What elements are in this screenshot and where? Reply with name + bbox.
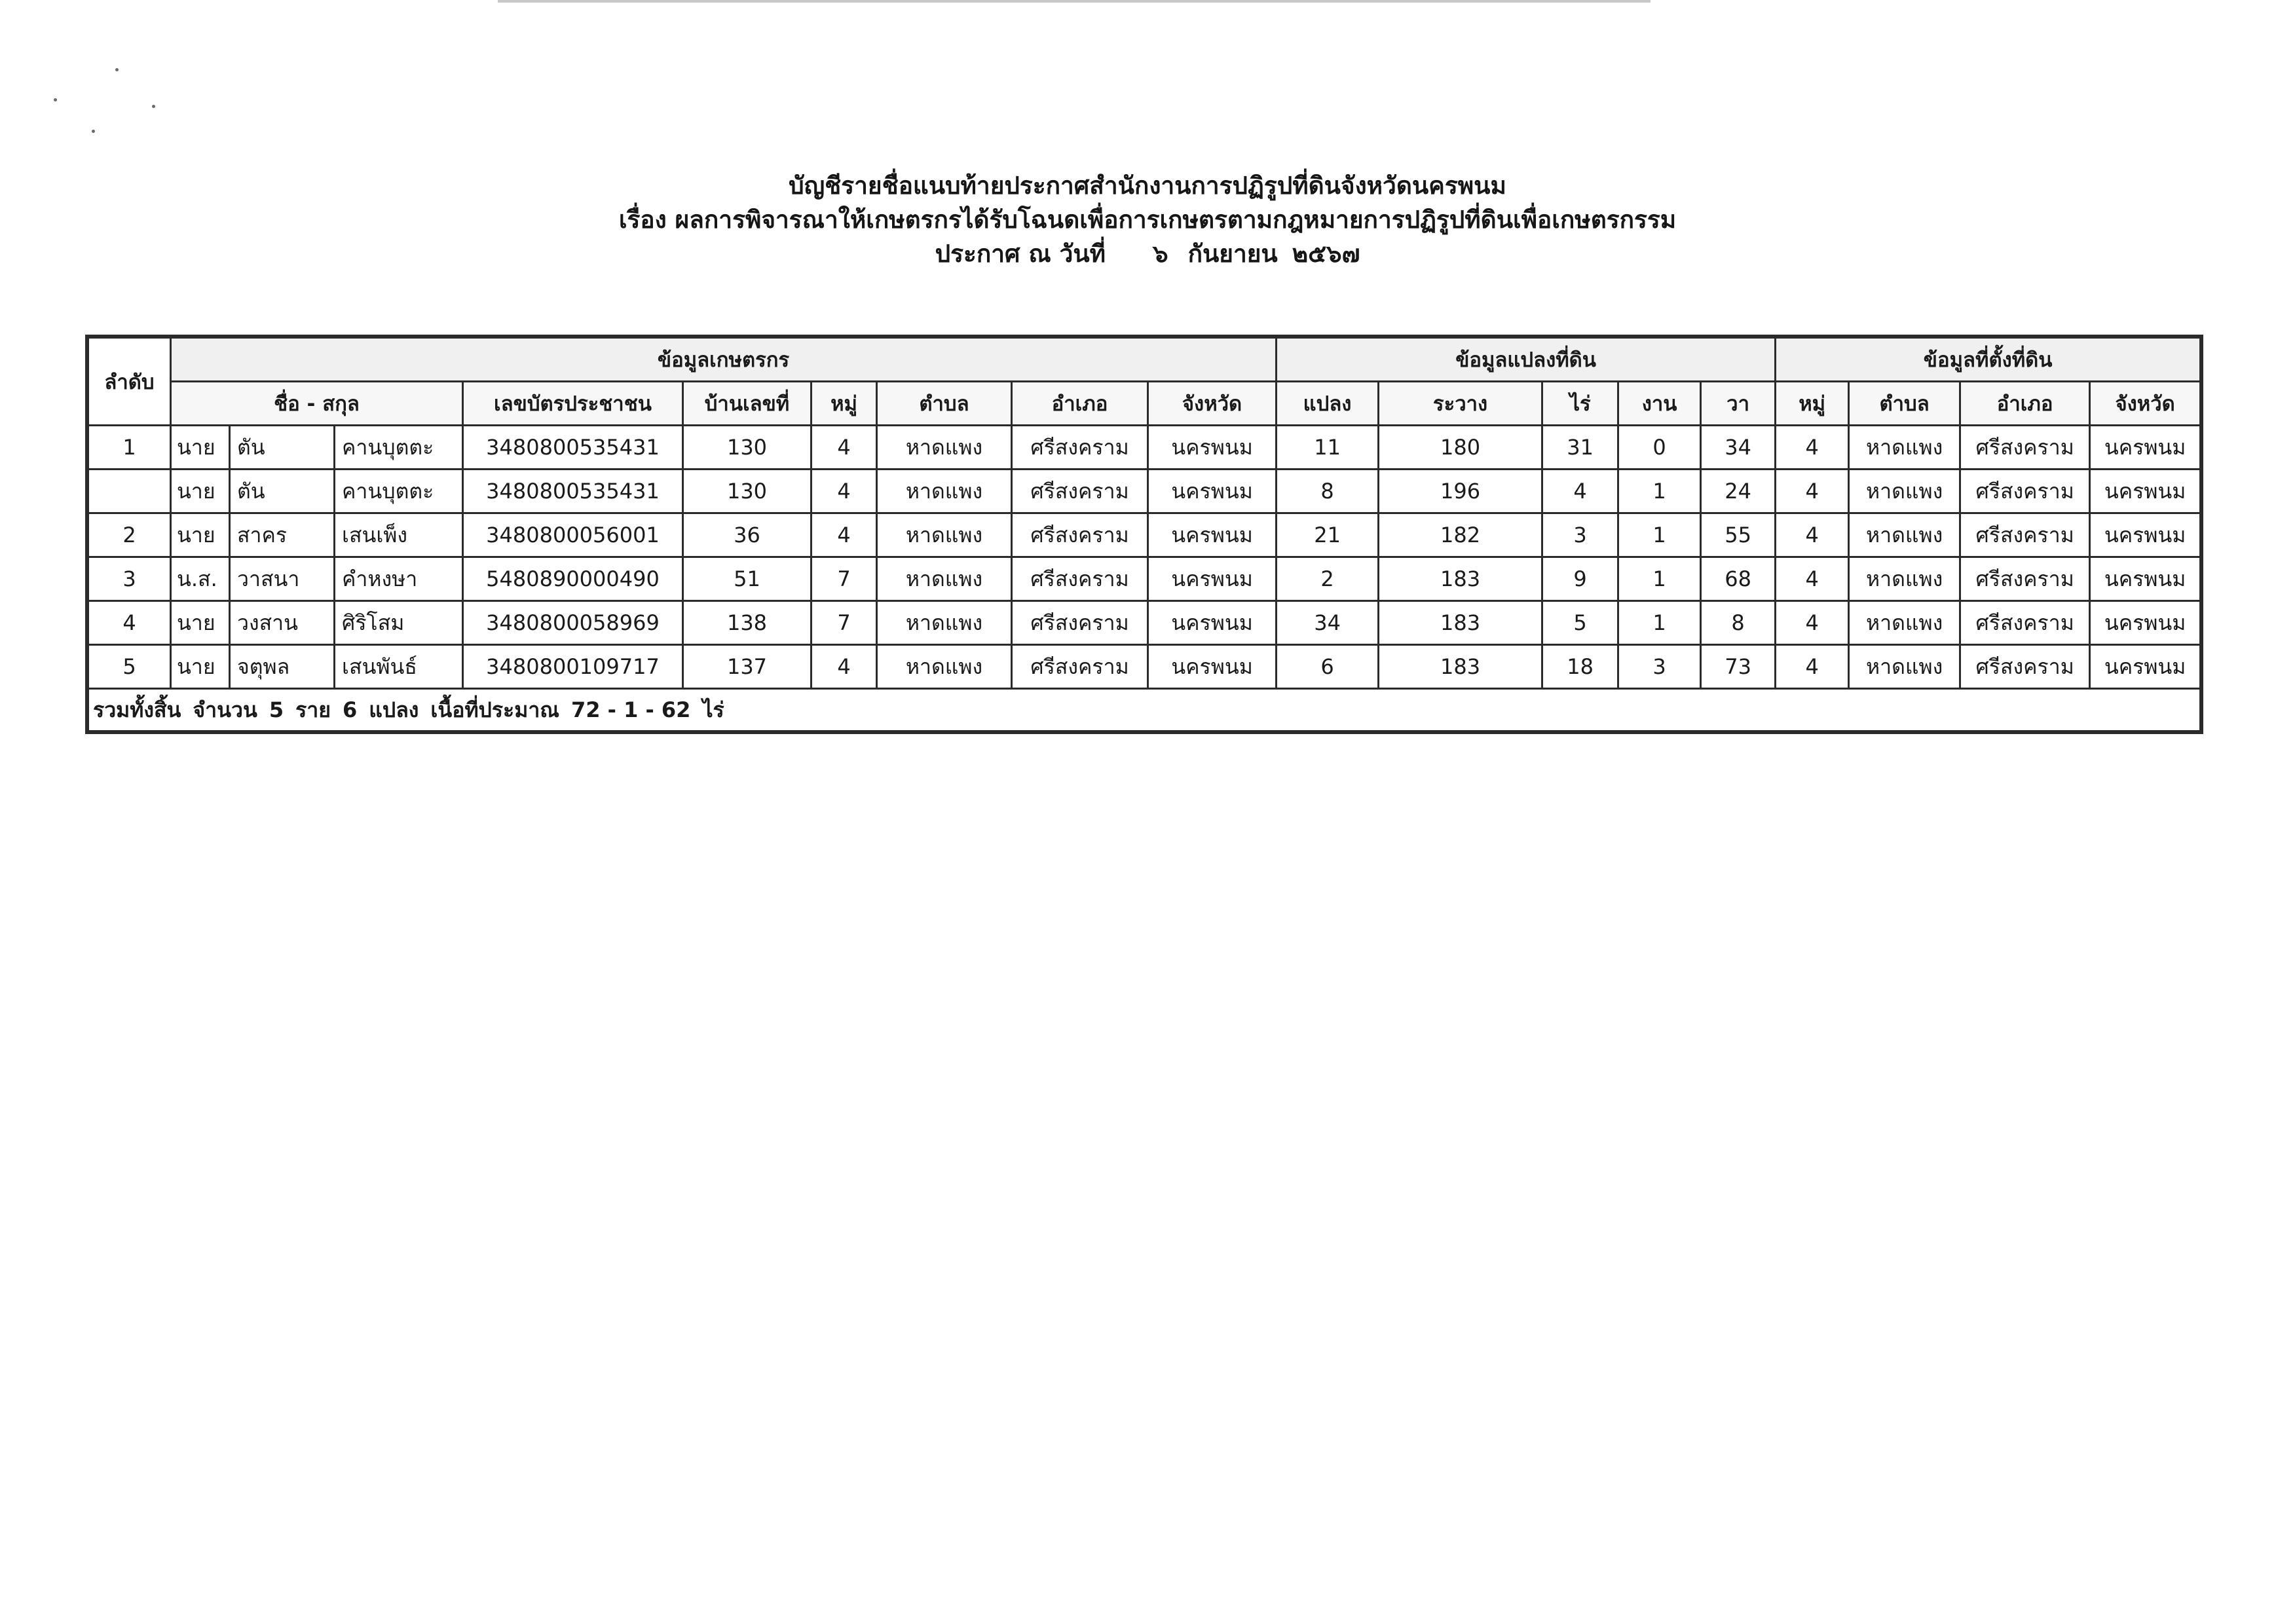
cell-moo: 4 xyxy=(812,470,877,513)
cell-first-name: สาคร xyxy=(230,513,335,557)
header-loc-amphoe: อำเภอ xyxy=(1960,382,2090,426)
header-name: ชื่อ - สกุล xyxy=(171,382,463,426)
cell-rawang: 182 xyxy=(1379,513,1542,557)
header-rai: ไร่ xyxy=(1542,382,1618,426)
total-person-unit: ราย xyxy=(295,697,331,722)
cell-plot: 8 xyxy=(1277,470,1379,513)
cell-loc-tambon: หาดแพง xyxy=(1849,426,1960,470)
cell-province: นครพนม xyxy=(1148,470,1277,513)
cell-rai: 31 xyxy=(1542,426,1618,470)
cell-title: นาย xyxy=(171,470,230,513)
cell-rai: 3 xyxy=(1542,513,1618,557)
cell-plot: 11 xyxy=(1277,426,1379,470)
cell-loc-amphoe: ศรีสงคราม xyxy=(1960,470,2090,513)
cell-loc-moo: 4 xyxy=(1776,470,1849,513)
cell-amphoe: ศรีสงคราม xyxy=(1012,426,1148,470)
date-month: กันยายน xyxy=(1187,240,1278,268)
cell-seq: 1 xyxy=(88,426,171,470)
cell-id-card: 3480800535431 xyxy=(463,426,683,470)
total-prefix: รวมทั้งสิ้น xyxy=(93,697,181,722)
cell-seq: 2 xyxy=(88,513,171,557)
table-row xyxy=(88,557,2201,601)
cell-house-no: 137 xyxy=(683,645,812,689)
cell-id-card: 5480890000490 xyxy=(463,557,683,601)
cell-amphoe: ศรีสงคราม xyxy=(1012,513,1148,557)
cell-amphoe: ศรีสงคราม xyxy=(1012,601,1148,645)
cell-seq: 5 xyxy=(88,645,171,689)
cell-last-name: คานบุตตะ xyxy=(335,470,463,513)
cell-last-name: เสนเพ็ง xyxy=(335,513,463,557)
cell-last-name: คำหงษา xyxy=(335,557,463,601)
cell-loc-tambon: หาดแพง xyxy=(1849,601,1960,645)
total-area-label: เนื้อที่ประมาณ xyxy=(430,697,559,722)
header-plot-info: ข้อมูลแปลงที่ดิน xyxy=(1277,338,1776,382)
cell-loc-province: นครพนม xyxy=(2090,513,2201,557)
cell-moo: 4 xyxy=(812,426,877,470)
cell-rawang: 183 xyxy=(1379,557,1542,601)
cell-wa: 34 xyxy=(1701,426,1776,470)
cell-tambon: หาดแพง xyxy=(877,426,1012,470)
cell-tambon: หาดแพง xyxy=(877,513,1012,557)
cell-moo: 4 xyxy=(812,513,877,557)
cell-loc-tambon: หาดแพง xyxy=(1849,470,1960,513)
cell-plot: 34 xyxy=(1277,601,1379,645)
cell-loc-province: นครพนม xyxy=(2090,426,2201,470)
cell-house-no: 36 xyxy=(683,513,812,557)
total-summary xyxy=(88,689,2201,731)
total-area-unit: ไร่ xyxy=(702,697,724,722)
group-header-row xyxy=(88,338,2201,382)
cell-province: นครพนม xyxy=(1148,601,1277,645)
total-plot-unit: แปลง xyxy=(369,697,419,722)
total-count-label: จำนวน xyxy=(193,697,257,722)
cell-id-card: 3480800058969 xyxy=(463,601,683,645)
cell-loc-province: นครพนม xyxy=(2090,645,2201,689)
cell-id-card: 3480800109717 xyxy=(463,645,683,689)
cell-title: นาย xyxy=(171,513,230,557)
cell-loc-moo: 4 xyxy=(1776,513,1849,557)
cell-seq: 4 xyxy=(88,601,171,645)
cell-loc-moo: 4 xyxy=(1776,645,1849,689)
cell-amphoe: ศรีสงคราม xyxy=(1012,470,1148,513)
cell-house-no: 51 xyxy=(683,557,812,601)
cell-loc-moo: 4 xyxy=(1776,557,1849,601)
scan-speck xyxy=(152,105,155,108)
cell-loc-amphoe: ศรีสงคราม xyxy=(1960,513,2090,557)
date-day: ๖ xyxy=(1153,240,1168,268)
cell-first-name: วงสาน xyxy=(230,601,335,645)
cell-first-name: วาสนา xyxy=(230,557,335,601)
header-loc-province: จังหวัด xyxy=(2090,382,2201,426)
cell-id-card: 3480800056001 xyxy=(463,513,683,557)
header-house-no: บ้านเลขที่ xyxy=(683,382,812,426)
cell-loc-amphoe: ศรีสงคราม xyxy=(1960,426,2090,470)
cell-amphoe: ศรีสงคราม xyxy=(1012,557,1148,601)
cell-province: นครพนม xyxy=(1148,426,1277,470)
table-row xyxy=(88,426,2201,470)
document-header xyxy=(0,169,2295,271)
cell-moo: 7 xyxy=(812,601,877,645)
cell-loc-moo: 4 xyxy=(1776,426,1849,470)
header-farmer-info: ข้อมูลเกษตรกร xyxy=(171,338,1277,382)
cell-last-name: เสนพันธ์ xyxy=(335,645,463,689)
header-province: จังหวัด xyxy=(1148,382,1277,426)
total-plots: 6 xyxy=(342,697,358,722)
cell-plot: 2 xyxy=(1277,557,1379,601)
cell-first-name: ตัน xyxy=(230,470,335,513)
cell-title: นาย xyxy=(171,645,230,689)
cell-house-no: 130 xyxy=(683,470,812,513)
cell-ngan: 0 xyxy=(1618,426,1701,470)
cell-ngan: 1 xyxy=(1618,470,1701,513)
scan-speck xyxy=(92,130,95,133)
cell-id-card: 3480800535431 xyxy=(463,470,683,513)
document-title: บัญชีรายชื่อแนบท้ายประกาศสำนักงานการปฏิรูปที่ดินจังหวัดนครพนม xyxy=(789,172,1506,200)
cell-wa: 8 xyxy=(1701,601,1776,645)
header-tambon: ตำบล xyxy=(877,382,1012,426)
cell-first-name: ตัน xyxy=(230,426,335,470)
scan-edge-mark xyxy=(498,0,1651,3)
date-year: ๒๕๖๗ xyxy=(1292,240,1360,268)
header-loc-tambon: ตำบล xyxy=(1849,382,1960,426)
header-loc-moo: หมู่ xyxy=(1776,382,1849,426)
cell-rawang: 180 xyxy=(1379,426,1542,470)
cell-ngan: 1 xyxy=(1618,601,1701,645)
cell-seq xyxy=(88,470,171,513)
column-header-row xyxy=(88,382,2201,426)
table-row xyxy=(88,645,2201,689)
cell-rai: 9 xyxy=(1542,557,1618,601)
cell-rai: 18 xyxy=(1542,645,1618,689)
cell-rai: 5 xyxy=(1542,601,1618,645)
header-seq: ลำดับ xyxy=(88,338,171,426)
cell-loc-amphoe: ศรีสงคราม xyxy=(1960,557,2090,601)
scan-speck xyxy=(115,68,119,71)
cell-seq: 3 xyxy=(88,557,171,601)
cell-loc-tambon: หาดแพง xyxy=(1849,557,1960,601)
scan-speck xyxy=(54,98,57,101)
cell-moo: 4 xyxy=(812,645,877,689)
cell-tambon: หาดแพง xyxy=(877,557,1012,601)
date-prefix: ประกาศ ณ วันที่ xyxy=(935,240,1106,268)
header-rawang: ระวาง xyxy=(1379,382,1542,426)
cell-title: นาย xyxy=(171,601,230,645)
cell-tambon: หาดแพง xyxy=(877,645,1012,689)
total-area: 72 - 1 - 62 xyxy=(570,697,691,722)
announcement-date xyxy=(0,237,2295,271)
cell-tambon: หาดแพง xyxy=(877,470,1012,513)
cell-last-name: ศิริโสม xyxy=(335,601,463,645)
cell-wa: 73 xyxy=(1701,645,1776,689)
cell-loc-amphoe: ศรีสงคราม xyxy=(1960,645,2090,689)
cell-moo: 7 xyxy=(812,557,877,601)
cell-amphoe: ศรีสงคราม xyxy=(1012,645,1148,689)
cell-rawang: 183 xyxy=(1379,601,1542,645)
cell-loc-province: นครพนม xyxy=(2090,470,2201,513)
cell-wa: 68 xyxy=(1701,557,1776,601)
cell-plot: 21 xyxy=(1277,513,1379,557)
cell-loc-province: นครพนม xyxy=(2090,601,2201,645)
header-amphoe: อำเภอ xyxy=(1012,382,1148,426)
header-moo: หมู่ xyxy=(812,382,877,426)
total-row xyxy=(88,689,2201,731)
table-row xyxy=(88,601,2201,645)
cell-house-no: 138 xyxy=(683,601,812,645)
cell-wa: 24 xyxy=(1701,470,1776,513)
cell-loc-tambon: หาดแพง xyxy=(1849,645,1960,689)
document-subject: เรื่อง ผลการพิจารณาให้เกษตรกรได้รับโฉนดเพื่อการเกษตรตามกฎหมายการปฏิรูปที่ดินเพื่อเกษตรกรรม xyxy=(618,206,1677,234)
cell-loc-province: นครพนม xyxy=(2090,557,2201,601)
cell-last-name: คานบุตตะ xyxy=(335,426,463,470)
cell-wa: 55 xyxy=(1701,513,1776,557)
table-row xyxy=(88,470,2201,513)
total-count: 5 xyxy=(269,697,284,722)
header-wa: วา xyxy=(1701,382,1776,426)
cell-rai: 4 xyxy=(1542,470,1618,513)
cell-title: นาย xyxy=(171,426,230,470)
header-plot: แปลง xyxy=(1277,382,1379,426)
cell-rawang: 196 xyxy=(1379,470,1542,513)
cell-first-name: จตุพล xyxy=(230,645,335,689)
cell-loc-amphoe: ศรีสงคราม xyxy=(1960,601,2090,645)
cell-ngan: 3 xyxy=(1618,645,1701,689)
table-row xyxy=(88,513,2201,557)
cell-loc-moo: 4 xyxy=(1776,601,1849,645)
cell-tambon: หาดแพง xyxy=(877,601,1012,645)
cell-ngan: 1 xyxy=(1618,513,1701,557)
farmer-land-table xyxy=(87,337,2201,732)
cell-rawang: 183 xyxy=(1379,645,1542,689)
header-id-card: เลขบัตรประชาชน xyxy=(463,382,683,426)
cell-loc-tambon: หาดแพง xyxy=(1849,513,1960,557)
cell-title: น.ส. xyxy=(171,557,230,601)
cell-province: นครพนม xyxy=(1148,557,1277,601)
header-location-info: ข้อมูลที่ตั้งที่ดิน xyxy=(1776,338,2201,382)
cell-plot: 6 xyxy=(1277,645,1379,689)
header-ngan: งาน xyxy=(1618,382,1701,426)
cell-ngan: 1 xyxy=(1618,557,1701,601)
cell-province: นครพนม xyxy=(1148,513,1277,557)
cell-province: นครพนม xyxy=(1148,645,1277,689)
cell-house-no: 130 xyxy=(683,426,812,470)
